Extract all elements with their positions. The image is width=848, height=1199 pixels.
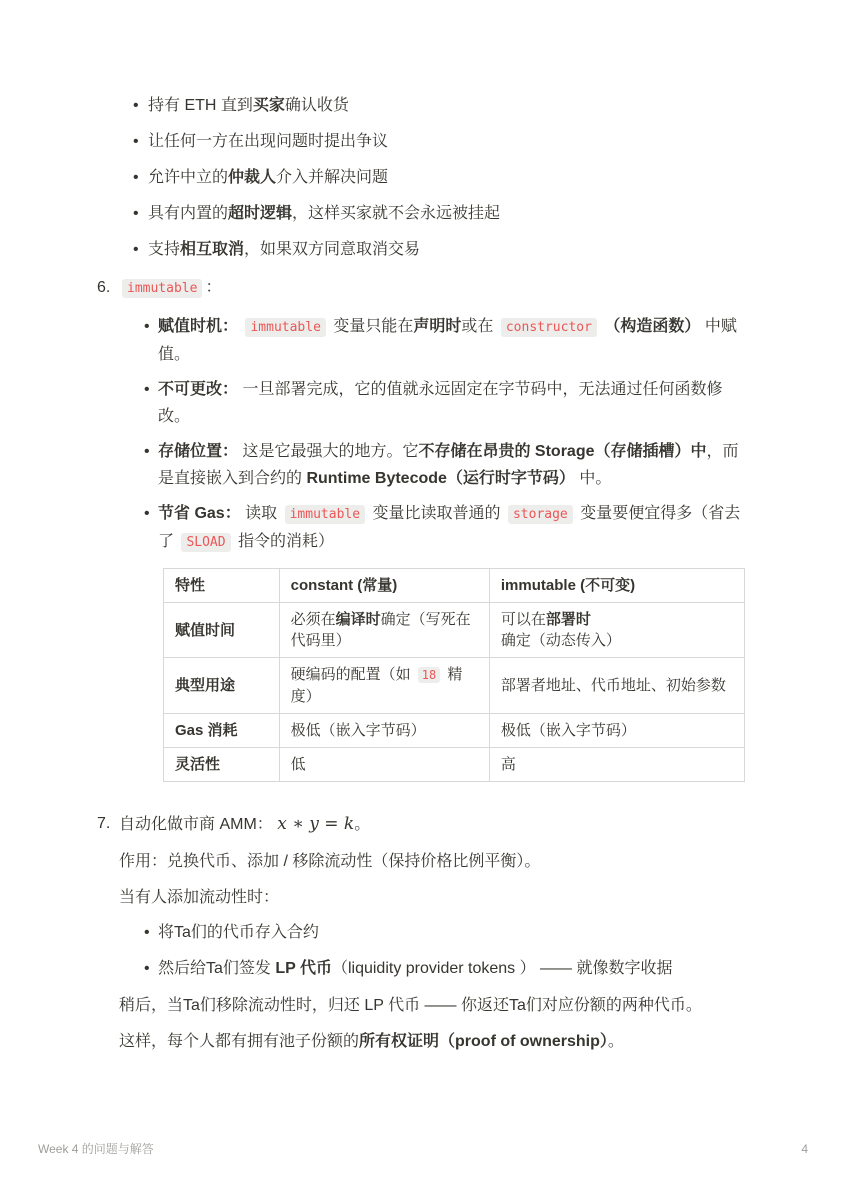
list-number: 6. (97, 279, 111, 296)
text-segment: 典型用途 (175, 677, 236, 694)
text-segment: 介入并解决问题 (276, 169, 389, 186)
text-segment: 作用：兑换代币、添加 / 移除流动性（保持价格比例平衡）。 (119, 853, 541, 870)
table-cell (164, 658, 280, 714)
text-segment: 特性 (175, 577, 206, 594)
text-segment: = (318, 814, 344, 834)
text-segment: 低 (290, 756, 306, 773)
table-cell (164, 748, 280, 782)
text-segment: 当有人添加流动性时： (119, 889, 280, 906)
list-item (97, 166, 745, 190)
text-segment: 极低（嵌入字节码） (500, 722, 636, 739)
text-segment: 部署时 (545, 611, 591, 628)
list-item (97, 202, 745, 226)
text-segment: 一旦部署完成，它的值就永远固定在字节码中，无法通过任何函数修改。 (158, 381, 723, 425)
text-segment: （liquidity provider tokens ） —— 就像数字收据 (331, 960, 673, 977)
text-segment: ，如果双方同意取消交易 (244, 241, 421, 258)
text-segment: 仲裁人 (228, 169, 277, 186)
nested-bulleted-list (119, 921, 745, 981)
text-segment: 这是它最强大的地方。它 (238, 443, 419, 460)
table-cell (279, 748, 489, 782)
text-segment: 读取 (240, 505, 282, 522)
text-segment: 然后给Ta们签发 (158, 960, 276, 977)
text-segment: 所有权证明（proof of ownership） (359, 1033, 608, 1050)
text-segment: （构造函数） (604, 318, 701, 335)
text-segment: 编译时 (335, 611, 381, 628)
text-segment: 允许中立的 (148, 169, 229, 186)
comparison-table (163, 568, 745, 782)
list-item (119, 957, 745, 981)
item-title (119, 812, 745, 837)
text-segment: 赋值时间 (175, 621, 236, 639)
inline-code: 18 (418, 667, 440, 683)
text-segment: 相互取消 (180, 241, 245, 258)
text-segment: 稍后，当Ta们移除流动性时，归还 LP 代币 —— 你返还Ta们对应份额的两种代币。 (119, 997, 702, 1014)
numbered-item-content (119, 276, 745, 798)
text-segment: 存储位置： (158, 443, 239, 460)
inline-code: immutable (122, 279, 202, 298)
list-item (119, 313, 745, 368)
table-header-row (164, 569, 745, 603)
text-segment: 中赋值。 (158, 318, 737, 363)
numbered-item-7 (97, 812, 745, 1065)
text-segment: 部署者地址、代币地址、初始参数 (500, 677, 726, 694)
table-row (164, 714, 745, 748)
table-cell (164, 714, 280, 748)
text-segment: 极低（嵌入字节码） (290, 722, 426, 739)
text-segment: 变量只能在 (328, 318, 414, 335)
inline-code: immutable (285, 505, 365, 524)
list-item (97, 130, 745, 154)
text-segment: 支持 (148, 241, 181, 258)
text-segment: 不存储在昂贵的 Storage（存储插槽）中 (418, 443, 707, 460)
text-segment: 指令的消耗） (233, 533, 335, 550)
text-segment: ，这样买家就不会永远被挂起 (292, 205, 501, 222)
text-segment: 赋值时机： (158, 318, 239, 335)
table-cell (164, 603, 280, 658)
text-segment: LP 代币 (275, 960, 332, 977)
page-content (97, 0, 745, 1065)
text-segment: 变量比读取普通的 (368, 505, 505, 522)
text-segment: 确认收货 (284, 97, 349, 114)
text-segment: 必须在 (290, 611, 336, 628)
numbered-item-content (119, 812, 745, 1065)
text-segment: immutable (不可变) (500, 577, 636, 594)
text-segment: 这样，每个人都有拥有池子份额的 (119, 1033, 360, 1050)
text-segment: x (277, 814, 287, 834)
list-number: 7. (97, 815, 111, 832)
text-segment: 或在 (461, 318, 498, 335)
nested-bulleted-list (119, 313, 745, 556)
table-cell (279, 658, 489, 714)
text-segment: ，而是直接嵌入到合约的 (158, 443, 739, 487)
paragraph (119, 885, 745, 911)
paragraph (119, 1029, 745, 1055)
text-segment: 具有内置的 (148, 205, 229, 222)
text-segment: ： (205, 279, 222, 296)
list-item (119, 376, 745, 430)
text-segment: 灵活性 (175, 756, 221, 773)
footer-title: Week 4 的问题与解答 (38, 1142, 154, 1156)
table-cell (279, 603, 489, 658)
page-footer (38, 1140, 808, 1157)
list-item (97, 94, 745, 118)
footer-page-number: 4 (801, 1142, 808, 1156)
inline-code: storage (508, 505, 573, 524)
table-cell (489, 714, 744, 748)
text-segment: 硬编码的配置（如 (290, 666, 415, 683)
text-segment: constant (常量) (290, 577, 398, 594)
numbered-item-6 (97, 276, 745, 798)
list-item (119, 921, 745, 945)
text-segment: 可以在 (500, 611, 546, 628)
text-segment: ∗ (286, 814, 310, 834)
text-segment: 确定（动态传入） (500, 632, 621, 649)
table-row (164, 658, 745, 714)
text-segment: 让任何一方在出现问题时提出争议 (148, 133, 389, 150)
text-segment: Gas 消耗 (175, 722, 238, 739)
text-segment: 超时逻辑 (228, 205, 293, 222)
text-segment: 将Ta们的代币存入合约 (158, 924, 319, 941)
table-cell (489, 603, 744, 658)
text-segment (238, 318, 242, 335)
table-cell (489, 658, 744, 714)
inline-code: SLOAD (181, 533, 230, 552)
table-header-cell (164, 569, 280, 603)
text-segment: 中。 (574, 470, 612, 487)
table-row (164, 748, 745, 782)
text-segment: 精度） (290, 666, 463, 705)
paragraph (119, 993, 745, 1019)
text-segment: 声明时 (413, 318, 462, 335)
text-segment: y (309, 814, 319, 834)
text-segment: 自动化做市商 AMM： (119, 816, 273, 833)
text-segment: 变量要便宜得多（省去了 (158, 505, 741, 550)
table-header-cell (489, 569, 744, 603)
text-segment: 高 (500, 756, 516, 773)
escrow-feature-list (97, 94, 745, 262)
item-title (119, 276, 745, 301)
text-segment: 节省 Gas： (158, 505, 241, 522)
paragraph (119, 849, 745, 875)
text-segment: 不可更改： (158, 381, 239, 398)
text-segment: k (343, 814, 355, 834)
list-item (119, 438, 745, 492)
inline-code: constructor (501, 318, 597, 337)
text-segment: 确定（写死在代码里） (290, 611, 471, 649)
text-segment: Runtime Bytecode（运行时字节码） (306, 470, 575, 487)
list-item (97, 238, 745, 262)
table-row (164, 603, 745, 658)
table-cell (279, 714, 489, 748)
text-segment: 买家 (252, 97, 285, 114)
list-item (119, 500, 745, 556)
text-segment: 。 (354, 816, 371, 833)
table-header-cell (279, 569, 489, 603)
text-segment: 持有 ETH 直到 (148, 97, 253, 114)
table-cell (489, 748, 744, 782)
text-segment: 。 (607, 1033, 624, 1050)
inline-code: immutable (245, 318, 325, 337)
